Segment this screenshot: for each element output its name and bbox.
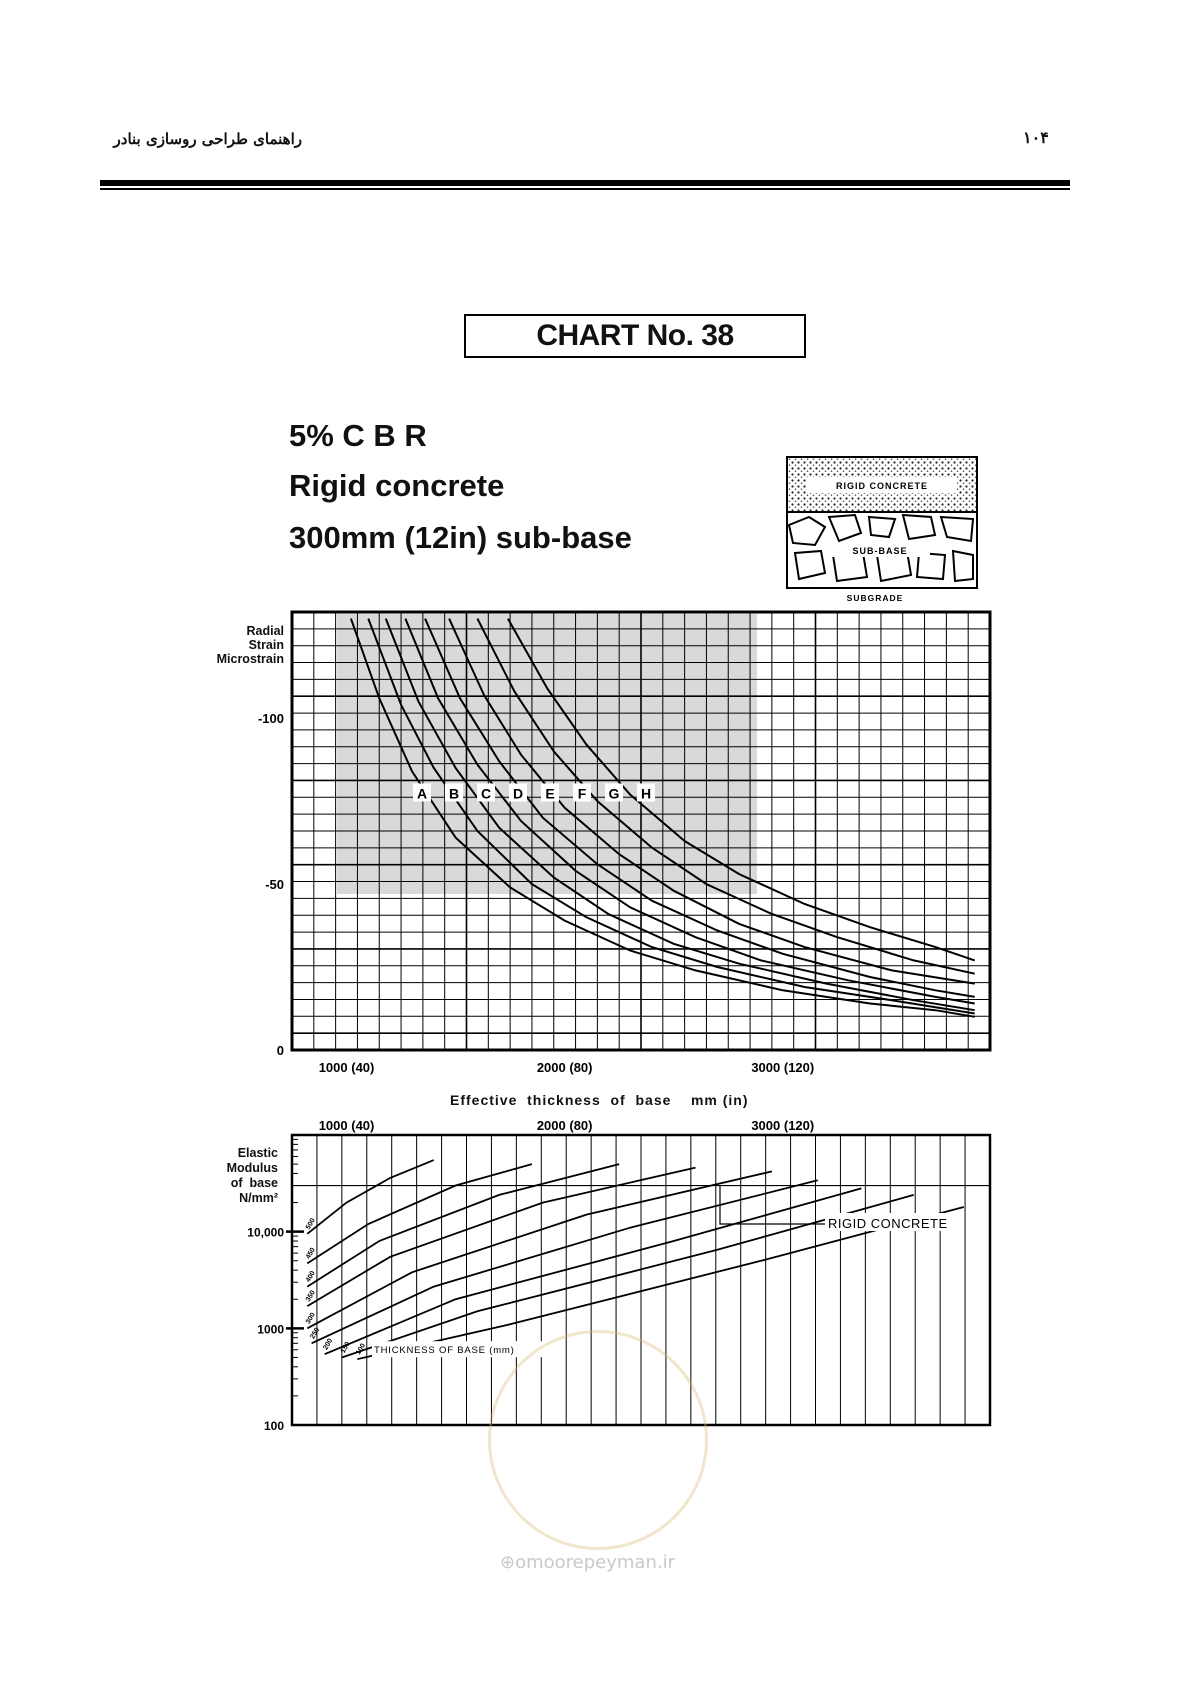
chart-number-box <box>464 314 806 358</box>
curve-label: E <box>545 785 555 802</box>
x-tick-label: 3000 (120) <box>751 1118 815 1133</box>
subbase-layer-label: SUB-BASE <box>852 546 908 556</box>
page-number: ۱۰۴ <box>1023 128 1049 147</box>
y-tick-label: 0 <box>276 1043 284 1058</box>
book-title: راهنمای طراحی روسازی بنادر <box>113 130 302 148</box>
x-tick-label: 1000 (40) <box>318 1060 375 1075</box>
curve-thickness-label: 250 <box>309 1326 322 1341</box>
curve-label: H <box>640 785 652 802</box>
y-tick-label: 1000 <box>257 1322 284 1337</box>
watermark-url <box>500 1552 675 1573</box>
modulus-curve-300 <box>304 1171 772 1328</box>
chart-number: CHART No. 38 <box>536 319 734 352</box>
header-rule-thin <box>100 188 1070 190</box>
curve-label: G <box>608 785 620 802</box>
x-tick-label: 1000 (40) <box>318 1118 375 1133</box>
curve-thickness-label: 500 <box>304 1217 317 1231</box>
cbr-title: 5% C B R <box>289 418 427 453</box>
thickness-of-base-annotation: THICKNESS OF BASE (mm) <box>374 1345 515 1357</box>
curve-label: D <box>512 785 524 802</box>
pavement-section-diagram <box>785 455 980 603</box>
y-tick-label: 10,000 <box>247 1225 284 1240</box>
concrete-layer-label: RIGID CONCRETE <box>835 481 929 491</box>
modulus-curve-350 <box>304 1168 695 1307</box>
modulus-curve-450 <box>304 1164 532 1263</box>
y-tick-label: 100 <box>263 1419 284 1433</box>
curve-label: B <box>448 785 460 802</box>
y-tick-label: -50 <box>265 877 284 893</box>
curve-thickness-label: 400 <box>304 1270 317 1284</box>
x-tick-label: 3000 (120) <box>751 1060 815 1075</box>
strain-axis-label: Radial Strain Microstrain <box>216 624 284 666</box>
curve-thickness-label: 300 <box>304 1311 317 1326</box>
globe-icon: ⊕ <box>500 1552 516 1573</box>
thickness-axis-label: Effective thickness of base mm (in) <box>450 1092 749 1108</box>
curve-label: C <box>480 785 492 802</box>
watermark-url-text: omoorepeyman.ir <box>515 1552 675 1573</box>
modulus-curve-250 <box>312 1180 818 1343</box>
x-tick-label: 2000 (80) <box>536 1118 593 1133</box>
curve-label: A <box>416 785 428 802</box>
header-rule <box>100 180 1070 186</box>
curve-thickness-label: 150 <box>339 1340 352 1355</box>
subbase-title: 300mm (12in) sub-base <box>289 520 632 555</box>
curve-thickness-label: 100 <box>355 1342 368 1357</box>
curve-thickness-label: 350 <box>304 1289 317 1304</box>
curve-thickness-label: 450 <box>304 1246 317 1261</box>
subgrade-label: SUBGRADE <box>846 593 904 603</box>
curve-thickness-label: 200 <box>322 1337 335 1352</box>
watermark-seal <box>488 1330 708 1550</box>
modulus-axis-label: Elastic Modulus of base N/mm² <box>226 1146 278 1205</box>
rigid-concrete-annotation: RIGID CONCRETE <box>828 1216 948 1232</box>
y-tick-label: -100 <box>257 711 284 727</box>
strain-chart <box>240 610 1000 1080</box>
curve-label: F <box>577 785 587 802</box>
x-tick-label: 2000 (80) <box>536 1060 593 1075</box>
pavement-type-title: Rigid concrete <box>289 468 505 503</box>
